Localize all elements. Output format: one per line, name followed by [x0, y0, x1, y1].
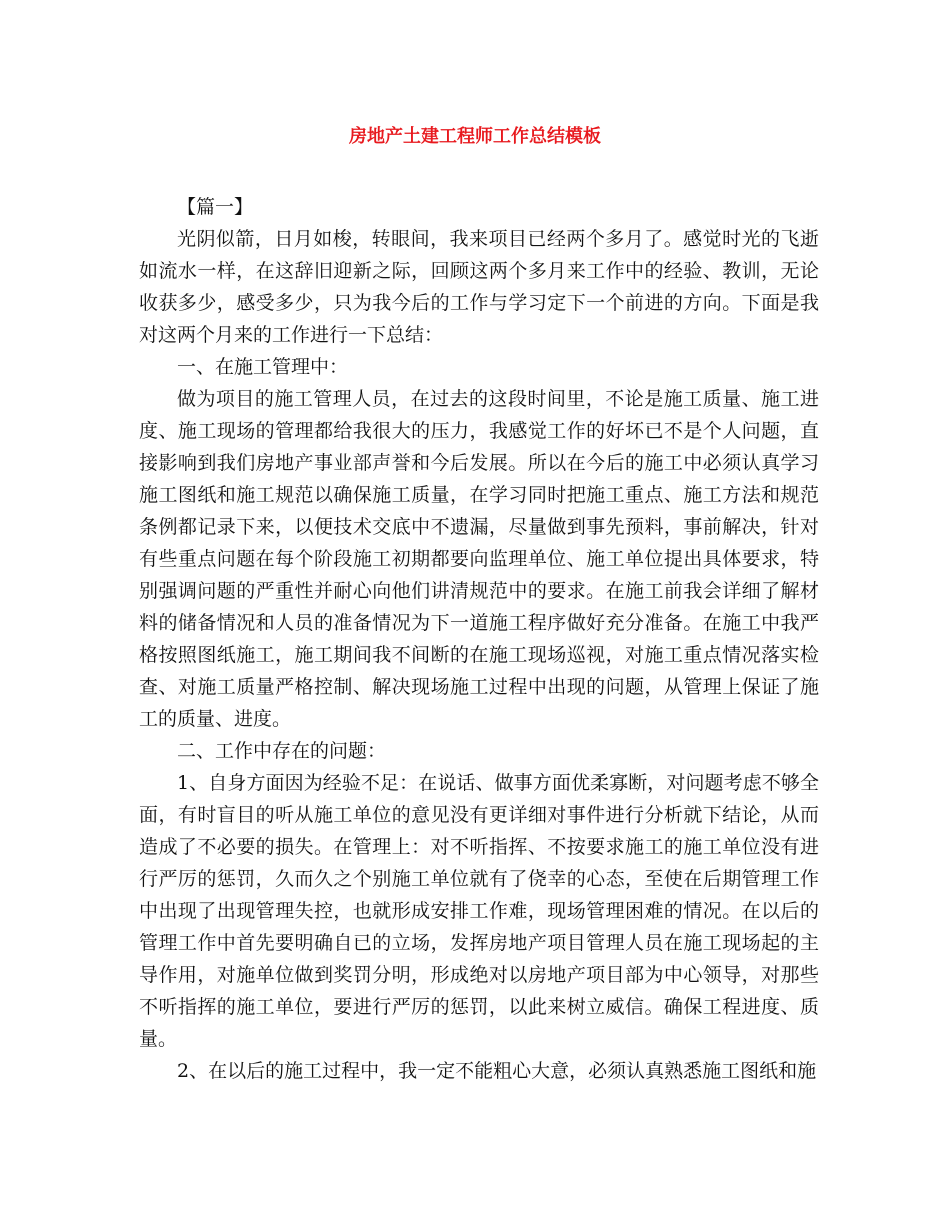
paragraph-intro: 光阴似箭，日月如梭，转眼间，我来项目已经两个多月了。感觉时光的飞逝如流水一样，在这辞旧迎新之际，回顾这两个多月来工作中的经验、教训，无论收获多少，感受多少，只为我今后的工作与学习定下一个前进的方向。下面是我对这两个月来的工作进行一下总结： [139, 228, 819, 346]
section-heading-construction-management: 一、在施工管理中： [177, 356, 349, 378]
paragraph-construction-management: 做为项目的施工管理人员，在过去的这段时间里，不论是施工质量、施工进度、施工现场的管理都给我很大的压力，我感觉工作的好坏已不是个人问题，直接影响到我们房地产事业部声誉和今后发展。所以在今后的施工中必须认真学习施工图纸和施工规范以确保施工质量，在学习同时把施工重点、施工方法和规范条例都记录下来，以便技术交底中不遗漏，尽量做到事先预料，事前解决，针对有些重点问题在每个阶段施工初期都要向监理单位、施工单位提出具体要求，特别强调问题的严重性并耐心向他们讲清规范中的要求。在施工前我会详细了解材料的储备情况和人员的准备情况为下一道施工程序做好充分准备。在施工中我严格按照图纸施工，施工期间我不间断的在施工现场巡视，对施工重点情况落实检查、对施工质量严格控制、解决现场施工过程中出现的问题，从管理上保证了施工的质量、进度。 [139, 388, 819, 730]
paragraph-problem-1: 1、自身方面因为经验不足：在说话、做事方面优柔寡断，对问题考虑不够全面，有时盲目的听从施工单位的意见没有更详细对事件进行分析就下结论，从而造成了不必要的损失。在管理上：对不听指挥、不按要求施工的施工单位没有进行严厉的惩罚，久而久之个别施工单位就有了侥幸的心态，至使在后期管理工作中出现了出现管理失控，也就形成安排工作难，现场管理困难的情况。在以后的管理工作中首先要明确自已的立场，发挥房地产项目管理人员在施工现场起的主导作用，对施单位做到奖罚分明，形成绝对以房地产项目部为中心领导，对那些不听指挥的施工单位，要进行严厉的惩罚，以此来树立威信。确保工程进度、质量。 [139, 772, 819, 1050]
section-heading-problems: 二、工作中存在的问题： [177, 740, 387, 762]
section-heading-pian-yi: 【篇一】 [177, 196, 254, 218]
document-title: 房地产土建工程师工作总结模板 [349, 126, 601, 147]
document-body [139, 191, 819, 1087]
paragraph-problem-2: 2、在以后的施工过程中，我一定不能粗心大意，必须认真熟悉施工图纸和施 [177, 1060, 817, 1082]
